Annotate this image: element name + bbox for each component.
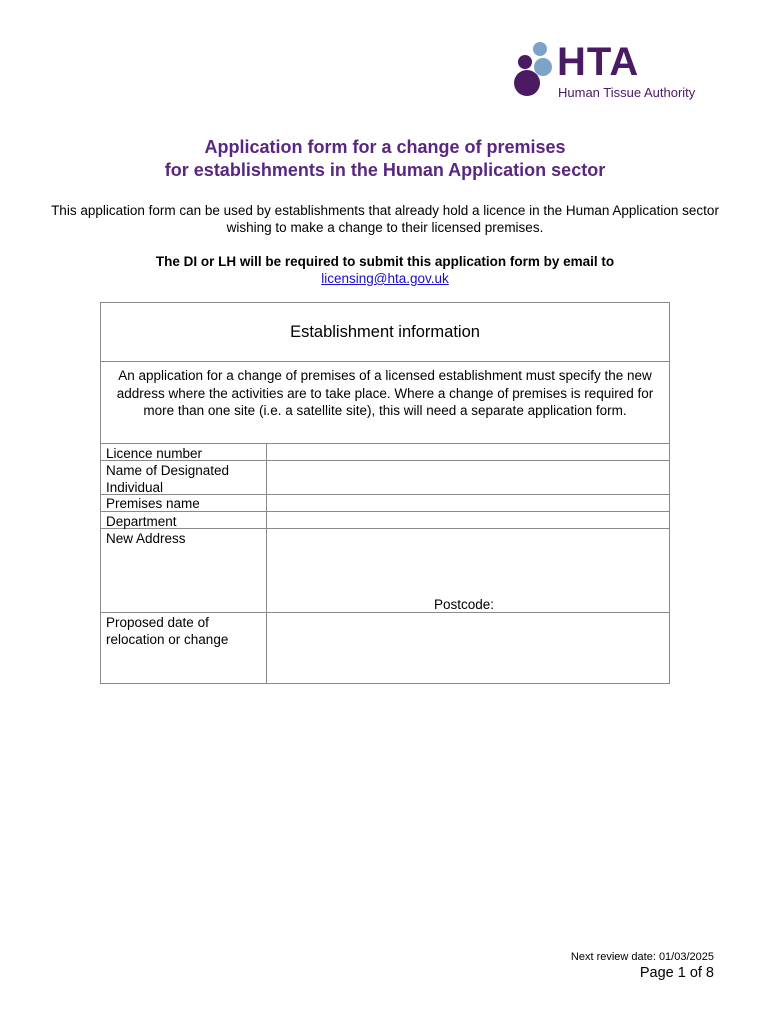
department-field[interactable] bbox=[267, 512, 669, 528]
hta-logo bbox=[510, 40, 720, 104]
premises-name-field[interactable] bbox=[267, 495, 669, 511]
designated-individual-field[interactable] bbox=[267, 461, 669, 494]
review-date: Next review date: 01/03/2025 bbox=[570, 951, 714, 963]
notice-text: The DI or LH will be required to submit this application form by email to bbox=[155, 254, 615, 269]
intro-text: This application form can be used by establishments that already hold a licence in the Human Application sector wishing to make a change to their licensed premises. bbox=[51, 203, 719, 235]
email-link[interactable]: licensing@hta.gov.uk bbox=[321, 271, 449, 286]
title-line-2: for establishments in the Human Application sector bbox=[164, 160, 606, 180]
label-proposed-date: Proposed date of relocation or change bbox=[106, 615, 229, 647]
licence-number-field[interactable] bbox=[267, 444, 669, 460]
label-designated-individual: Name of Designated Individual bbox=[106, 463, 230, 495]
establishment-form bbox=[100, 302, 670, 684]
label-licence-number: Licence number bbox=[106, 446, 203, 461]
form-heading: Establishment information bbox=[101, 303, 669, 362]
page-number: Page 1 of 8 bbox=[639, 965, 714, 981]
postcode-label: Postcode: bbox=[434, 597, 495, 612]
submission-notice bbox=[50, 253, 720, 287]
form-description: An application for a change of premises of a licensed establishment must specify the new address where the activities are to take place. Where a change of premises is required for more than one site (i.e. a satellite site), this will need a separate application form. bbox=[116, 368, 654, 418]
label-premises-name: Premises name bbox=[106, 496, 200, 511]
label-new-address: New Address bbox=[106, 531, 186, 546]
proposed-date-field[interactable] bbox=[267, 613, 669, 683]
label-department: Department bbox=[106, 514, 177, 529]
title-line-1: Application form for a change of premises bbox=[204, 137, 566, 157]
document-title bbox=[0, 136, 770, 182]
logo-acronym: HTA bbox=[557, 40, 640, 84]
hta-logo-dots-icon bbox=[510, 40, 556, 102]
logo-name: Human Tissue Authority bbox=[558, 85, 696, 100]
new-address-field[interactable] bbox=[267, 529, 669, 612]
